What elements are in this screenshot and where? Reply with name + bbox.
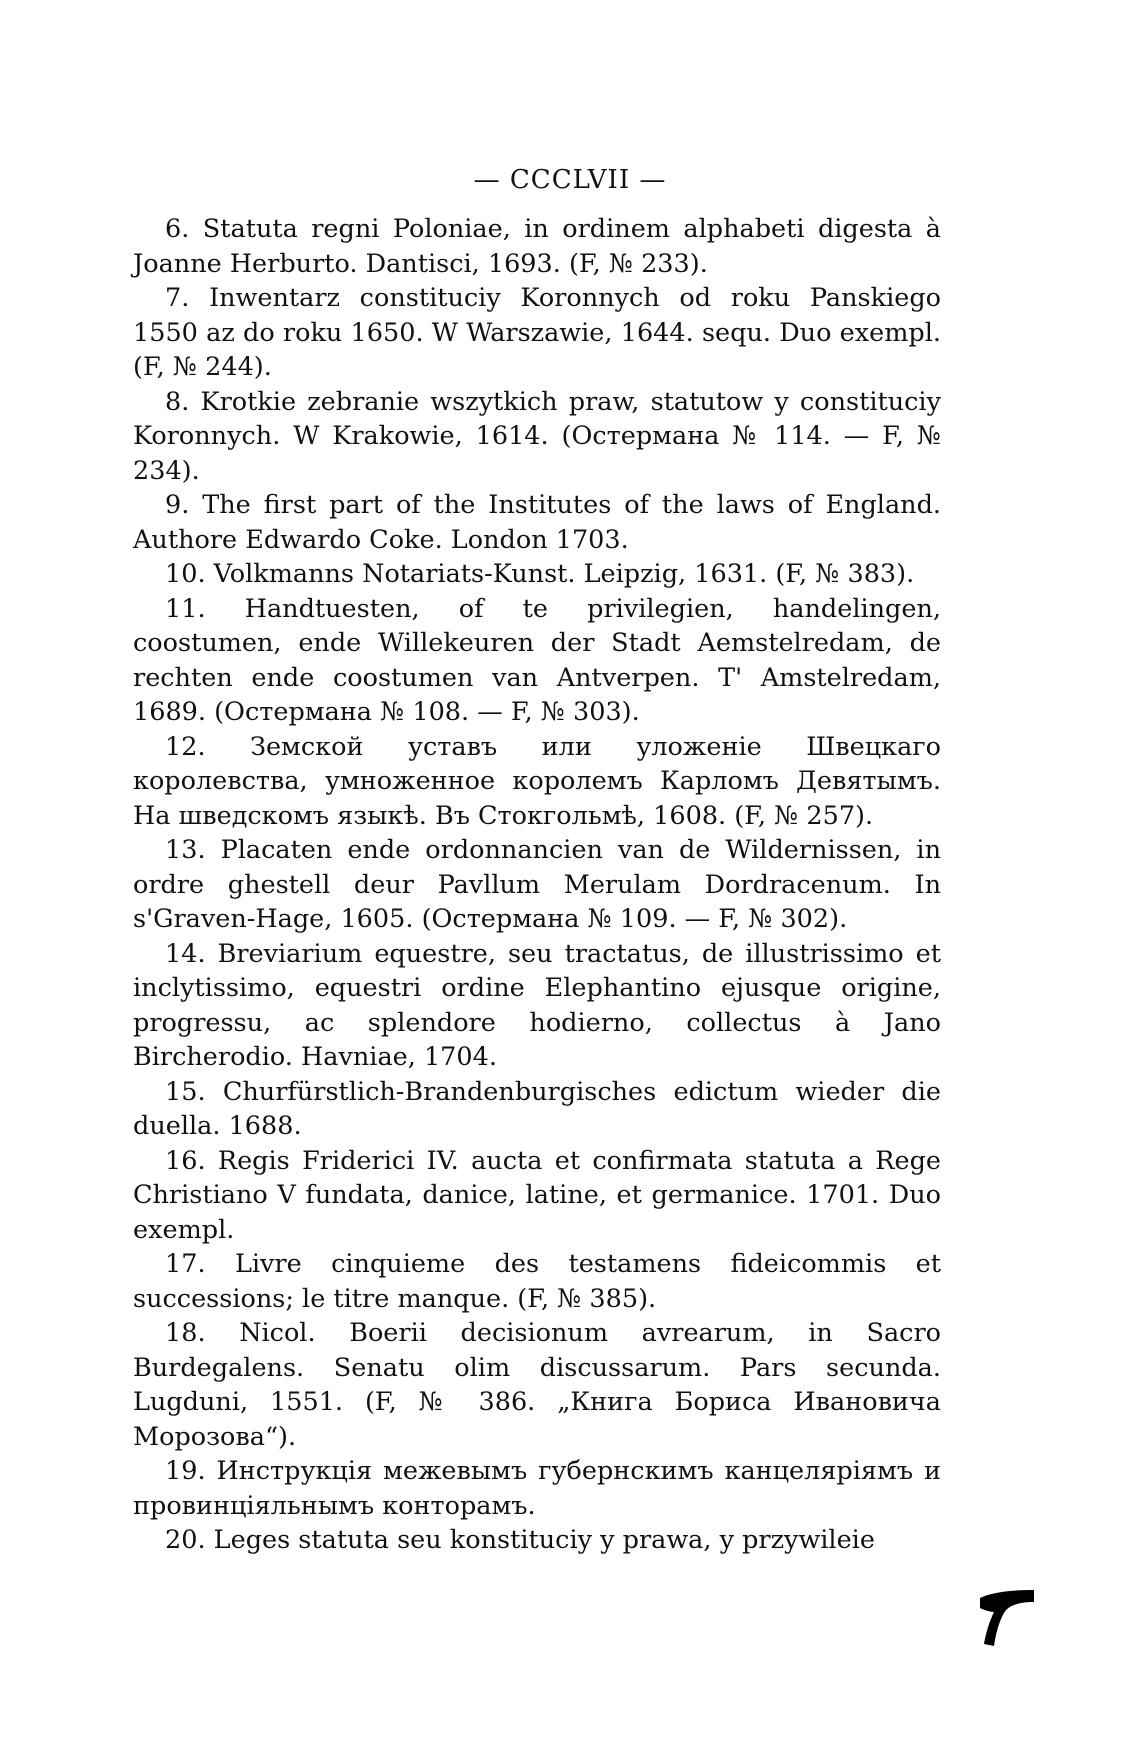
- entry-number: 11.: [165, 593, 206, 624]
- entry-number: 7.: [165, 283, 190, 313]
- entry-number: 16.: [165, 1145, 206, 1176]
- entry-number: 9.: [165, 490, 190, 520]
- list-item: [133, 592, 941, 730]
- list-item: [133, 385, 941, 489]
- entry-number: 20.: [165, 1525, 206, 1555]
- entry-number: 10.: [165, 559, 206, 589]
- ink-mark-icon: [978, 1588, 1036, 1648]
- page-number: — CCCLVII —: [473, 165, 667, 195]
- list-item: [133, 488, 941, 557]
- entry-text: Breviarium equestre, seu tractatus, de illustrissimo et inclytissimo, equestri ordine Elephantino ejusque origine, progressu, ac splendore hodierno, collectus à Jano Bircherodio. Havniae, 1704.: [133, 938, 942, 1072]
- list-item: [133, 281, 941, 385]
- entry-text: Volkmanns Notariats-Kunst. Leipzig, 1631. (F, № 383).: [213, 559, 915, 589]
- list-item: [133, 1075, 941, 1144]
- entry-text: Krotkie zebranie wszytkich praw, statutow y constituciy Koronnych. W Krakowie, 1614. (Остермана № 114. — F, № 234).: [133, 386, 941, 486]
- entry-number: 12.: [165, 731, 206, 762]
- entry-number: 18.: [165, 1318, 206, 1348]
- entry-text: Regis Friderici IV. aucta et confirmata statuta a Rege Christiano V fundata, danice, latine, et germanice. 1701. Duo exempl.: [133, 1145, 942, 1245]
- entry-list: [133, 212, 941, 1558]
- list-item: [133, 937, 941, 1075]
- entry-text: Leges statuta seu konstituciy y prawa, y przywileie: [213, 1525, 875, 1555]
- entry-text: Placaten ende ordonnancien van de Wildernissen, in ordre ghestell deur Pavllum Merulam Dordracenum. In s'Graven-Hage, 1605. (Остермана № 109. — F, № 302).: [133, 835, 941, 934]
- entry-number: 17.: [165, 1249, 206, 1279]
- entry-text: Livre cinquieme des testamens fideicommis et successions; le titre manque. (F, № 385).: [133, 1249, 941, 1314]
- list-item: [133, 730, 941, 834]
- list-item: [133, 1316, 941, 1454]
- entry-text: Statuta regni Poloniae, in ordinem alphabeti digesta à Joanne Herburto. Dantisci, 1693. (F, № 233).: [133, 214, 941, 279]
- entry-text: Inwentarz constituciy Koronnych od roku Panskiego 1550 az do roku 1650. W Warszawie, 1644. sequ. Duo exempl. (F, № 244).: [133, 283, 941, 382]
- list-item: [133, 557, 941, 592]
- entry-text: Инструкція межевымъ губернскимъ канцеляріямъ и провинціяльнымъ конторамъ.: [133, 1456, 941, 1521]
- entry-number: 13.: [165, 835, 206, 865]
- entry-number: 6.: [165, 214, 190, 244]
- entry-number: 14.: [165, 938, 206, 969]
- list-item: [133, 833, 941, 937]
- list-item: [133, 212, 941, 281]
- list-item: [133, 1247, 941, 1316]
- entry-number: 19.: [165, 1456, 206, 1486]
- list-item: [133, 1144, 941, 1248]
- entry-number: 8.: [165, 386, 190, 417]
- entry-text: Churfürstlich-Brandenburgisches edictum wieder die duella. 1688.: [133, 1076, 942, 1141]
- entry-text: Handtuesten, of te privilegien, handelingen, coostumen, ende Willekeuren der Stadt Aemstelredam, de rechten ende coostumen van Antverpen. T' Amstelredam, 1689. (Остермана № 108. — F, № 303).: [133, 593, 941, 727]
- entry-text: The first part of the Institutes of the laws of England. Authore Edwardo Coke. London 1703.: [133, 490, 942, 555]
- list-item: [133, 1523, 941, 1558]
- entry-text: Земской уставъ или уложеніе Швецкаго королевства, умноженное королемъ Карломъ Девятымъ. На шведскомъ языкѣ. Въ Стокгольмѣ, 1608. (F, № 257).: [133, 731, 942, 831]
- list-item: [133, 1454, 941, 1523]
- entry-number: 15.: [165, 1076, 206, 1107]
- entry-text: Nicol. Boerii decisionum avrearum, in Sacro Burdegalens. Senatu olim discussarum. Pars secunda. Lugduni, 1551. (F, № 386. „Книга Бориса Ивановича Морозова“).: [133, 1318, 941, 1452]
